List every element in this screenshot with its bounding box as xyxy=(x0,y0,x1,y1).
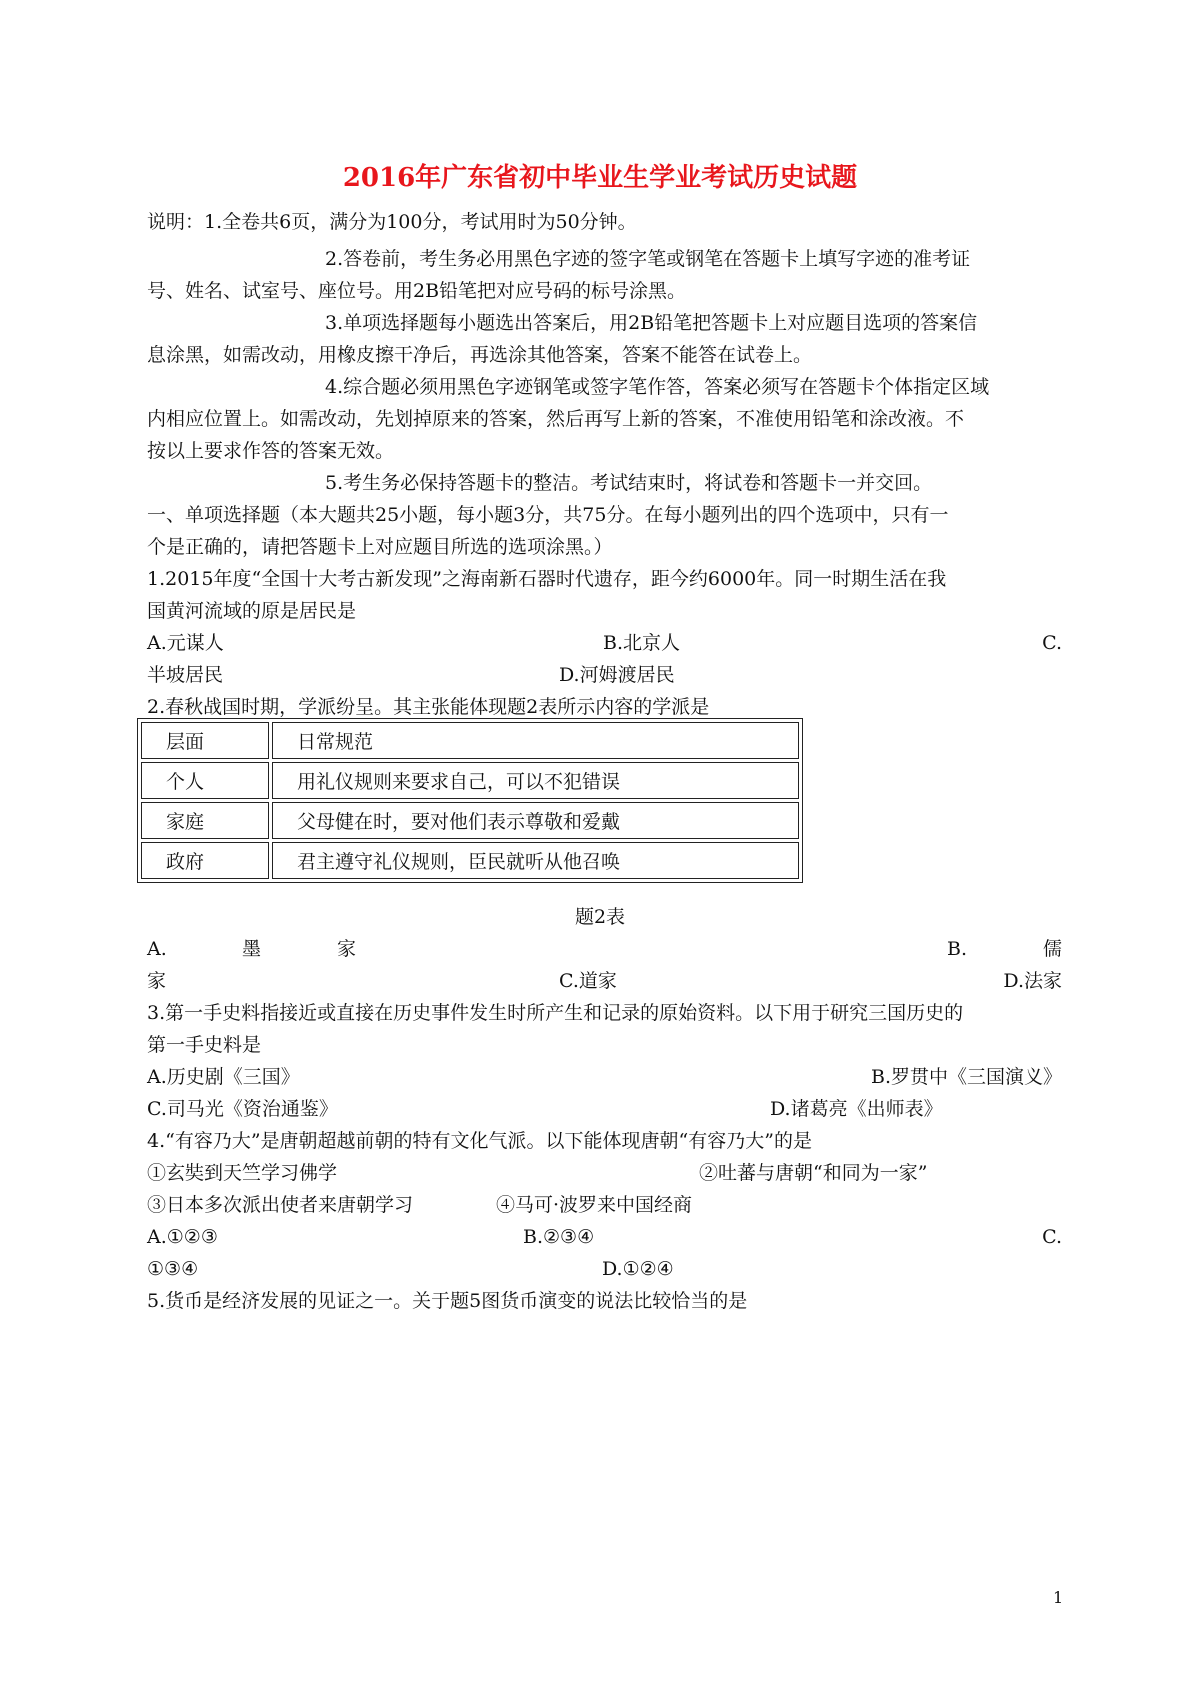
instruction-line: 号、姓名、试室号、座位号。用2B铅笔把对应号码的标号涂黑。 xyxy=(147,280,687,302)
q3-option-a: A.历史剧《三国》 xyxy=(147,1066,300,1088)
q2-table xyxy=(137,718,803,883)
table-cell: 政府 xyxy=(141,842,269,879)
q4-option-b: B.②③④ xyxy=(523,1226,595,1248)
q2-options-row xyxy=(147,934,1062,964)
q4-options-row xyxy=(147,1222,1062,1252)
q1-option-b: B.北京人 xyxy=(603,632,681,654)
q4-item: ④马可·波罗来中国经商 xyxy=(496,1194,693,1216)
q3-stem: 3.第一手史料指接近或直接在历史事件发生时所产生和记录的原始资料。以下用于研究三国历史的 xyxy=(147,1002,964,1024)
q3-option-b: B.罗贯中《三国演义》 xyxy=(870,1066,1062,1088)
q4-option-c: ①③④ xyxy=(147,1258,199,1280)
q3-option-c: C.司马光《资治通鉴》 xyxy=(147,1098,338,1120)
q2-option-a-text: 墨 xyxy=(242,938,262,960)
q1-stem: 1.2015年度“全国十大考古新发现”之海南新石器时代遗存，距今约6000年。同一时期生活在我 xyxy=(147,568,947,590)
table-cell: 父母健在时，要对他们表示尊敬和爱戴 xyxy=(272,802,799,839)
q2-option-d: D.法家 xyxy=(1003,970,1062,992)
table-cell: 层面 xyxy=(141,722,269,759)
q4-stem: 4.“有容乃大”是唐朝超越前朝的特有文化气派。以下能体现唐朝“有容乃大”的是 xyxy=(147,1130,812,1152)
table-cell: 日常规范 xyxy=(272,722,799,759)
q3-options-row xyxy=(147,1094,1062,1124)
exam-title: 2016年广东省初中毕业生学业考试历史试题 xyxy=(342,163,858,193)
q4-items-row xyxy=(147,1158,1062,1188)
q2-option-a-text: 家 xyxy=(337,938,357,960)
q1-options-row xyxy=(147,660,1062,690)
table-cell: 君主遵守礼仪规则，臣民就听从他召唤 xyxy=(272,842,799,879)
q2-table-caption: 题2表 xyxy=(574,906,626,928)
table-row xyxy=(141,762,799,799)
instruction-line: 息涂黑，如需改动，用橡皮擦干净后，再选涂其他答案，答案不能答在试卷上。 xyxy=(147,344,813,366)
table-row xyxy=(141,722,799,759)
q2-option-a: A. xyxy=(147,938,167,960)
q4-option-c-prefix: C. xyxy=(1042,1226,1062,1248)
table-row xyxy=(141,842,799,879)
q2-stem: 2.春秋战国时期，学派纷呈。其主张能体现题2表所示内容的学派是 xyxy=(147,696,710,718)
q2-option-b-text: 儒 xyxy=(1042,938,1062,960)
q4-items-row xyxy=(147,1190,1062,1220)
q1-options-row xyxy=(147,628,1062,658)
section-heading: 一、单项选择题（本大题共25小题，每小题3分，共75分。在每小题列出的四个选项中，只有一 xyxy=(147,504,949,526)
q4-option-a: A.①②③ xyxy=(147,1226,218,1248)
section-heading: 个是正确的，请把答题卡上对应题目所选的选项涂黑。） xyxy=(147,536,613,558)
instruction-line: 说明：1.全卷共6页，满分为100分，考试用时为50分钟。 xyxy=(147,211,637,233)
q4-item: ③日本多次派出使者来唐朝学习 xyxy=(147,1194,414,1216)
q4-item: ②吐蕃与唐朝“和同为一家” xyxy=(699,1162,928,1184)
q2-option-b-text: 家 xyxy=(147,970,167,992)
instruction-line: 5.考生务必保持答题卡的整洁。考试结束时，将试卷和答题卡一并交回。 xyxy=(325,472,933,494)
q5-stem: 5.货币是经济发展的见证之一。关于题5图货币演变的说法比较恰当的是 xyxy=(147,1290,748,1312)
q1-stem: 国黄河流域的原是居民是 xyxy=(147,600,357,622)
q2-options-row xyxy=(147,966,1062,996)
page-number: 1 xyxy=(1053,1588,1064,1607)
q1-option-c: 半坡居民 xyxy=(147,664,224,686)
instruction-line: 2.答卷前，考生务必用黑色字迹的签字笔或钢笔在答题卡上填写字迹的准考证 xyxy=(325,248,971,270)
q4-option-d: D.①②④ xyxy=(602,1258,674,1280)
table-cell: 家庭 xyxy=(141,802,269,839)
table-row xyxy=(141,802,799,839)
instruction-line: 3.单项选择题每小题选出答案后，用2B铅笔把答题卡上对应题目选项的答案信 xyxy=(325,312,978,334)
q4-item: ①玄奘到天竺学习佛学 xyxy=(147,1162,338,1184)
instruction-line: 按以上要求作答的答案无效。 xyxy=(147,440,395,462)
q3-option-d: D.诸葛亮《出师表》 xyxy=(770,1098,943,1120)
q2-option-c: C.道家 xyxy=(559,970,617,992)
instruction-line: 4.综合题必须用黑色字迹钢笔或签字笔作答，答案必须写在答题卡个体指定区域 xyxy=(325,376,990,398)
instruction-line: 内相应位置上。如需改动，先划掉原来的答案，然后再写上新的答案，不准使用铅笔和涂改液。不 xyxy=(147,408,965,430)
q3-options-row xyxy=(147,1062,1062,1092)
q1-option-c-prefix: C. xyxy=(1042,632,1062,654)
q1-option-a: A.元谋人 xyxy=(147,632,224,654)
table-cell: 用礼仪规则来要求自己，可以不犯错误 xyxy=(272,762,799,799)
q3-stem: 第一手史料是 xyxy=(147,1034,262,1056)
table-cell: 个人 xyxy=(141,762,269,799)
q1-option-d: D.河姆渡居民 xyxy=(559,664,675,686)
q4-options-row xyxy=(147,1254,1062,1284)
q2-option-b: B. xyxy=(947,938,968,960)
